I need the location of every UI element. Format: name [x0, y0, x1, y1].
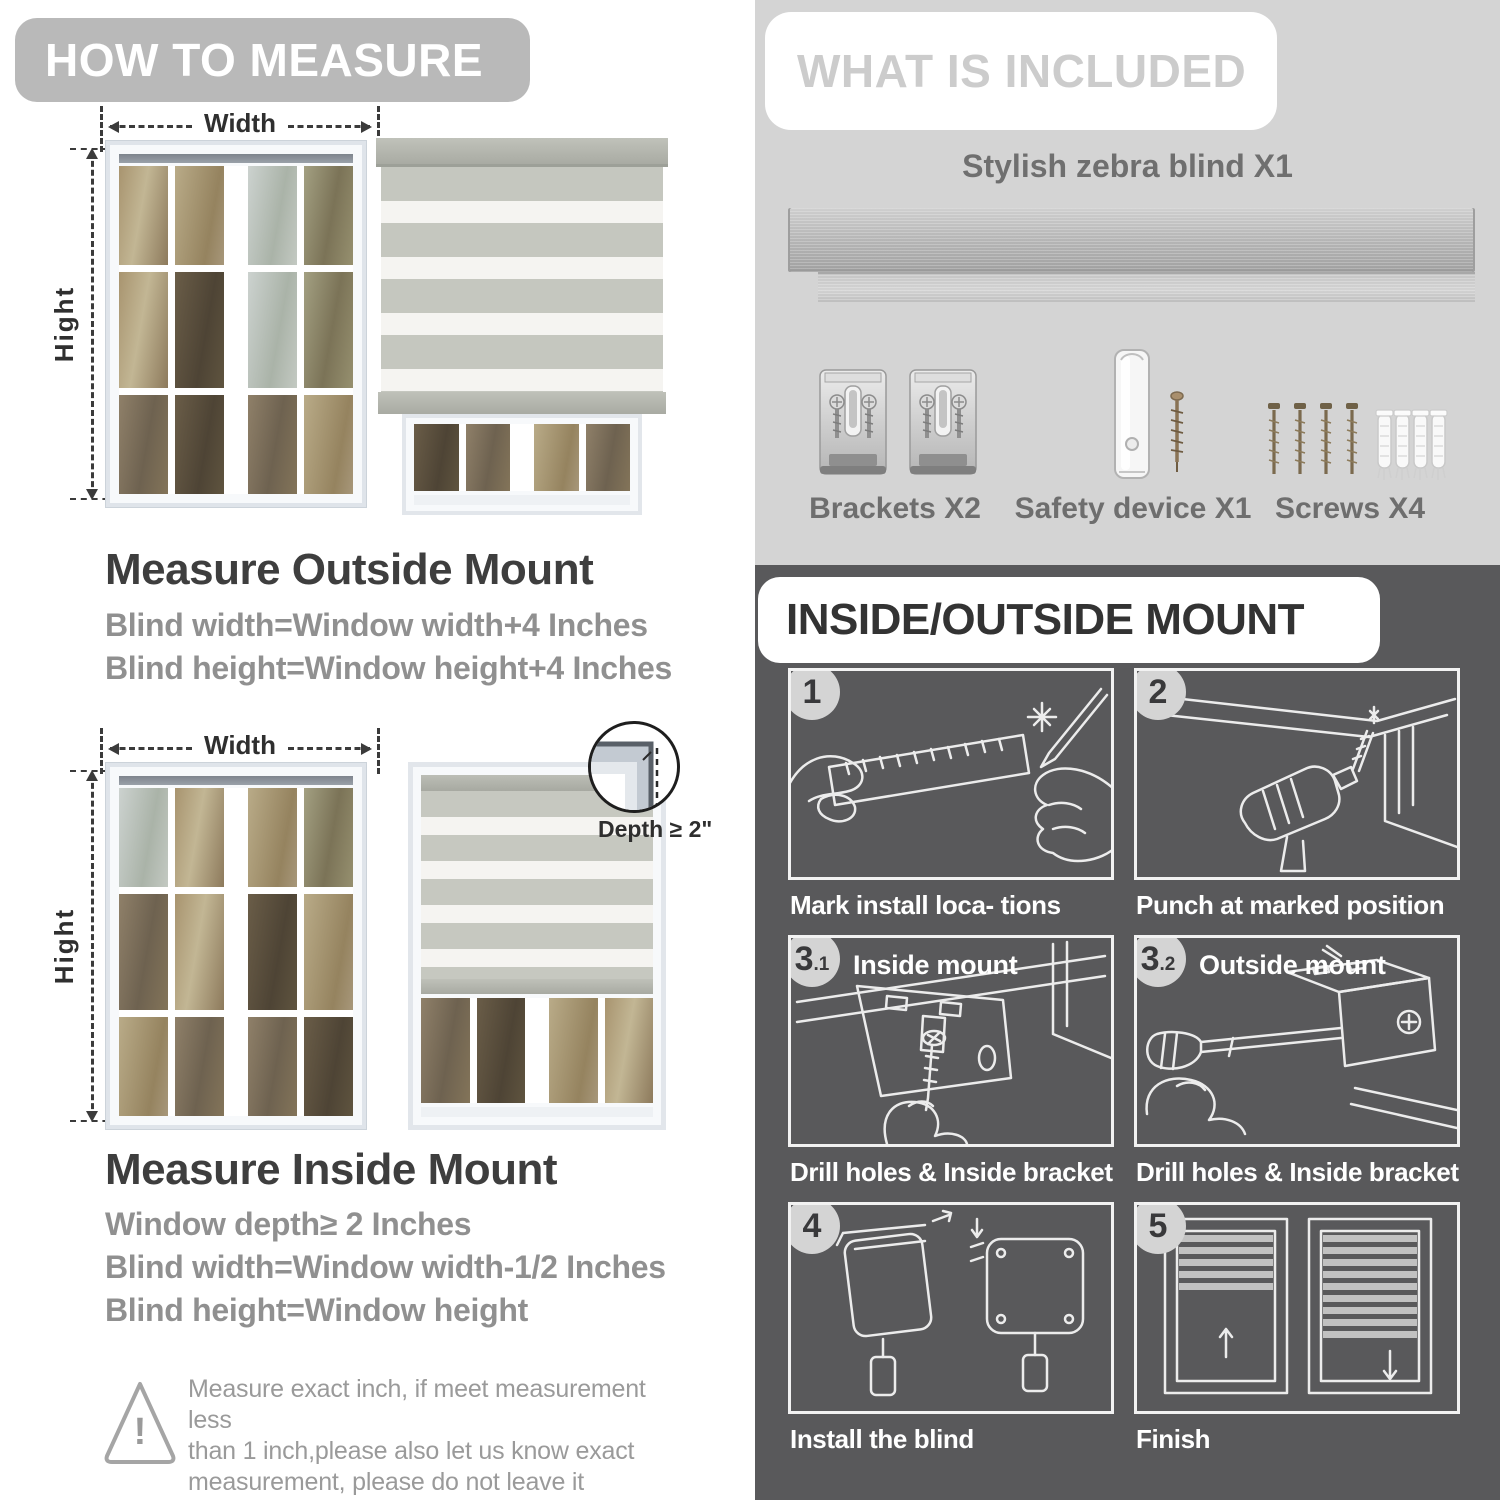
step-1-panel [788, 668, 1114, 880]
window-pane [248, 395, 297, 494]
step-1 [788, 668, 1114, 935]
window-pane [304, 395, 353, 494]
step-number-badge: 3 .2 [1134, 935, 1186, 987]
height-measure-inside [49, 770, 102, 1122]
zebra-blind-body [381, 167, 663, 392]
window-sill [421, 1107, 653, 1117]
step-number-badge: 3 .1 [788, 935, 840, 987]
screws-icon [1260, 398, 1450, 494]
step-number-badge: 5 [1134, 1202, 1186, 1254]
window-mullion [517, 424, 527, 491]
inside-outside-mount-header: INSIDE/OUTSIDE MOUNT [758, 577, 1380, 663]
window-pane [304, 788, 353, 887]
window-mullion [231, 395, 241, 494]
window-pane [175, 395, 224, 494]
dashed-line [100, 728, 103, 774]
window-mullion [231, 894, 241, 1009]
window-mullion [231, 272, 241, 387]
how-to-measure-header: HOW TO MEASURE [15, 18, 530, 102]
outside-rule-width: Blind width=Window width+4 Inches [105, 607, 648, 643]
window-below-blind [402, 414, 642, 515]
window-pane [304, 166, 353, 265]
bracket-icon [905, 362, 981, 484]
height-label: Hight [49, 907, 79, 985]
blind-bottom-rail [378, 392, 666, 414]
arrow-right-icon [288, 125, 370, 128]
warning-line: measurement, please do not leave it [188, 1468, 585, 1496]
step-4 [788, 1202, 1114, 1469]
step-title: Inside mount [853, 950, 1018, 980]
warning-triangle-icon [102, 1378, 178, 1466]
window-pane [248, 788, 297, 887]
window-pane [304, 1017, 353, 1116]
warning-line: than 1 inch,please also let us know exact [188, 1437, 635, 1465]
finish-illustration [1137, 1205, 1457, 1411]
safety-device-icon [1095, 348, 1205, 488]
screws-label: Screws X4 [1274, 492, 1426, 525]
outside-mount-blind [376, 138, 668, 515]
install-blind-illustration [791, 1205, 1111, 1411]
product-label: Stylish zebra blind X1 [962, 148, 1293, 184]
window-pane [175, 1017, 224, 1116]
window-pane [119, 272, 168, 387]
included-section [755, 0, 1500, 565]
window-pane [477, 998, 526, 1103]
window-glass [414, 424, 630, 491]
window-photo [105, 140, 367, 508]
step-title: Outside mount [1199, 950, 1386, 980]
outside-rule-height: Blind height=Window height+4 Inches [105, 650, 673, 686]
window-pane [248, 1017, 297, 1116]
window-pane [248, 894, 297, 1009]
window-pane [549, 998, 598, 1103]
mount-section [755, 565, 1500, 1500]
warning-text [188, 1374, 688, 1498]
window-top-rail [119, 154, 353, 163]
step-3-1 [788, 935, 1114, 1202]
height-measure-outside [49, 148, 102, 500]
window-pane [175, 166, 224, 265]
window-pane [466, 424, 511, 491]
window-sill [414, 495, 630, 505]
width-label: Width [204, 108, 276, 138]
window-mullion [532, 998, 542, 1103]
depth-note: Depth ≥ 2" [598, 816, 713, 842]
dashed-line [100, 106, 103, 152]
arrow-left-icon [110, 125, 192, 128]
step-caption: Drill holes & Inside bracket [1136, 1157, 1459, 1187]
window-pane [586, 424, 631, 491]
step-number-badge: 1 [788, 668, 840, 720]
window-pane [175, 788, 224, 887]
window-pane [175, 272, 224, 387]
window-pane [119, 395, 168, 494]
window-pane [119, 894, 168, 1009]
drill-illustration [1137, 671, 1457, 877]
step-number-badge: 4 [788, 1202, 840, 1254]
step-3-2 [1134, 935, 1460, 1202]
step-caption: Mark install loca- tions [790, 890, 1061, 920]
window-top-rail [119, 776, 353, 785]
window-pane [119, 166, 168, 265]
what-is-included-header: WHAT IS INCLUDED [765, 12, 1277, 130]
window-pane [304, 894, 353, 1009]
step-caption: Finish [1136, 1424, 1211, 1454]
step-caption: Install the blind [790, 1424, 974, 1454]
step-4-panel [788, 1202, 1114, 1414]
window-pane [248, 272, 297, 387]
window-pane [175, 894, 224, 1009]
blind-bottom-rail [421, 979, 653, 994]
step-caption: Drill holes & Inside bracket [790, 1157, 1113, 1187]
window-frame [110, 767, 362, 1125]
height-label: Hight [49, 285, 79, 363]
mark-locations-illustration [791, 671, 1111, 877]
inside-rule-width: Blind width=Window width-1/2 Inches [105, 1249, 666, 1285]
zebra-blind-bottom-rail [818, 272, 1475, 302]
window-pane [304, 272, 353, 387]
step-caption: Punch at marked position [1136, 890, 1445, 920]
step-3-1-panel [788, 935, 1114, 1147]
inside-mount-heading: Measure Inside Mount [105, 1145, 558, 1194]
window-glass [421, 998, 653, 1103]
window-pane [421, 998, 470, 1103]
warning-line: Measure exact inch, if meet measurement less [188, 1375, 646, 1434]
dashed-line [377, 728, 380, 774]
step-3-2-panel [1134, 935, 1460, 1147]
window-glass [119, 166, 353, 494]
inside-rule-height: Blind height=Window height [105, 1292, 528, 1328]
step-2-panel [1134, 668, 1460, 880]
dashed-arrow [91, 152, 94, 496]
window-pane [605, 998, 654, 1103]
dashed-arrow [91, 774, 94, 1118]
window-corner-detail [591, 724, 677, 810]
zebra-blind-headrail [788, 208, 1475, 272]
brackets-label: Brackets X2 [809, 492, 981, 525]
svg-text:!: ! [133, 1411, 147, 1453]
inside-rule-depth: Window depth≥ 2 Inches [105, 1206, 472, 1242]
window-mullion [231, 788, 241, 887]
install-steps [788, 668, 1460, 1469]
blind-cassette [376, 138, 668, 167]
window-frame [110, 145, 362, 503]
window-pane [119, 788, 168, 887]
step-2 [1134, 668, 1460, 935]
safety-device-label: Safety device X1 [1014, 492, 1252, 525]
window-glass [119, 788, 353, 1116]
window-pane [119, 1017, 168, 1116]
arrow-left-icon [110, 747, 192, 750]
window-mullion [231, 166, 241, 265]
outside-mount-heading: Measure Outside Mount [105, 545, 594, 594]
window-pane [414, 424, 459, 491]
step-5-panel [1134, 1202, 1460, 1414]
step-number-badge: 2 [1134, 668, 1186, 720]
bracket-icon [815, 362, 891, 484]
window-pane [534, 424, 579, 491]
step-5 [1134, 1202, 1460, 1469]
window-pane [248, 166, 297, 265]
window-mullion [231, 1017, 241, 1116]
depth-detail-inset [588, 721, 680, 813]
window-photo [105, 762, 367, 1130]
width-label: Width [204, 730, 276, 760]
arrow-right-icon [288, 747, 370, 750]
